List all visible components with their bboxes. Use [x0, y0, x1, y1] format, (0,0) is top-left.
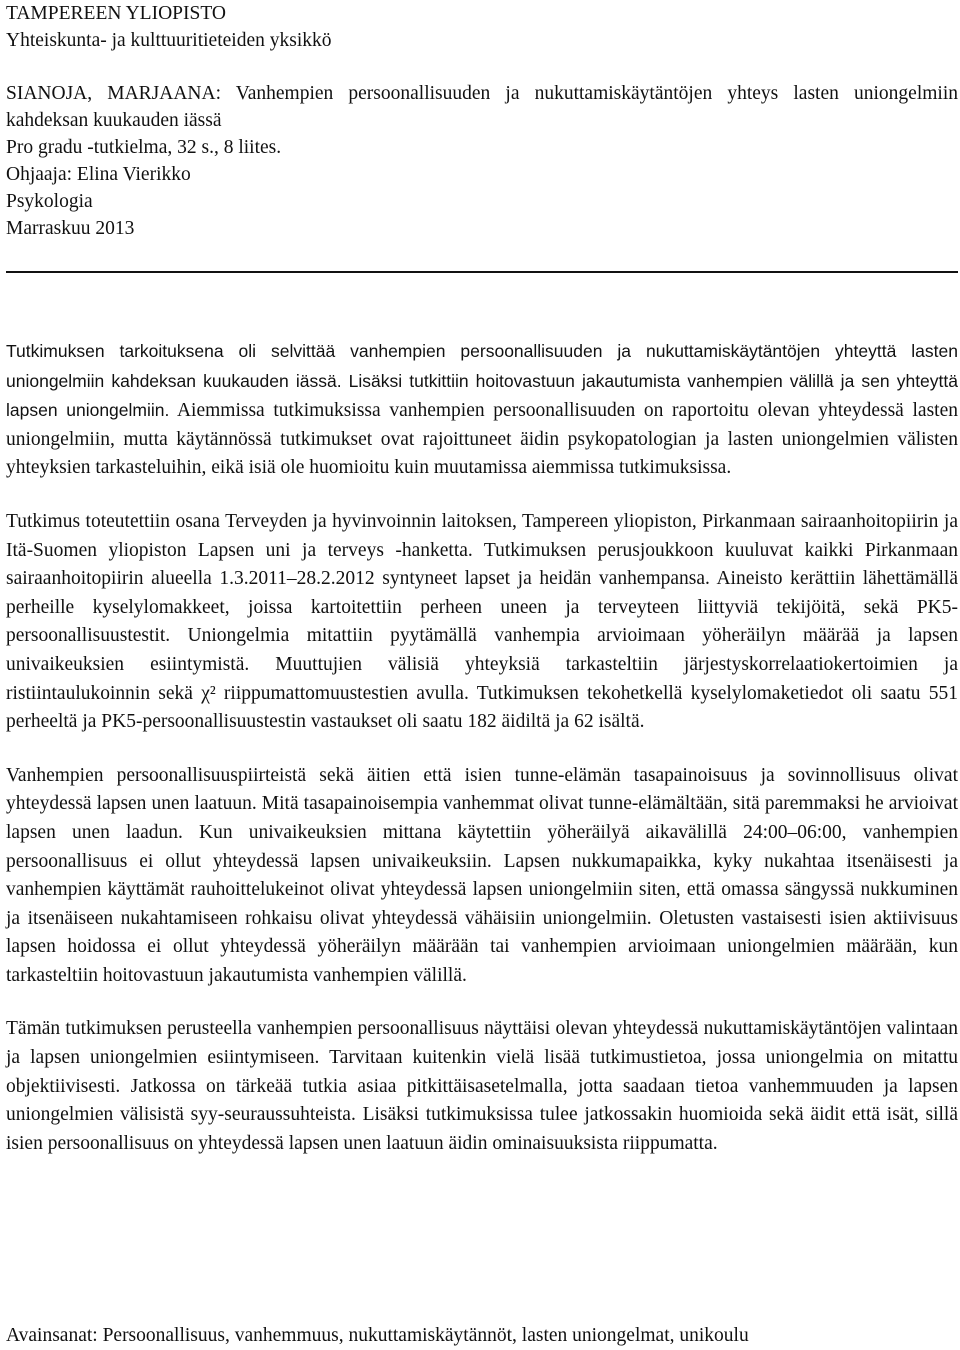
- subject: Psykologia: [6, 191, 93, 212]
- abstract-paragraph-1: [6, 337, 958, 483]
- date: Marraskuu 2013: [6, 218, 135, 239]
- abstract-paragraph-1-continued: Aiemmissa tutkimuksissa vanhempien persoonallisuuden on raportoitu olevan yhteydessä lasten uniongelmiin, mutta käytännössä tutkimukset ovat rajoittuneet äidin psykopatologian ja lasten uniongelmien välisten yhteyksien tarkasteluihin, eikä isiä ole huomioitu kuin muutamissa aiemmissa tutkimuksissa.: [6, 400, 958, 479]
- thesis-info: Pro gradu -tutkielma, 32 s., 8 liites.: [6, 137, 282, 158]
- abstract-paragraph-3: Vanhempien persoonallisuuspiirteistä sekä äitien että isien tunne-elämän tasapainoisuus ja sovinnollisuus olivat yhteydessä lapsen unen laatuun. Mitä tasapainoisempia vanhemmat olivat tunne-elämältään, sitä paremmaksi he arvioivat lapsen unen laadun. Kun univaikeuksien mittana käytettiin yöheräilyä aikavälillä 24:00–06:00, vanhempien persoonallisuus ei ollut yhteydessä lapsen univaikeuksiin. Lapsen nukkumapaikka, kyky nukahtaa itsenäisesti ja vanhempien käyttämät rauhoittelukeinot olivat yhteydessä lapsen uniongelmiin siten, että omassa sängyssä nukkuminen ja itsenäiseen nukahtamiseen rohkaisu olivat yhteydessä vähäisiin uniongelmiin. Oletusten vastaisesti isien aktiivisuus lapsen hoidossa ei ollut yhteydessä yöheräilyn määrään tai vanhempien arvioimaan uniongelmien määrään, kun tarkasteltiin hoitovastuun jakautumista vanhempien välillä.: [6, 764, 958, 986]
- faculty-unit: Yhteiskunta- ja kulttuuritieteiden yksikkö: [6, 30, 332, 51]
- supervisor: Ohjaaja: Elina Vierikko: [6, 164, 191, 185]
- document-page: [6, 0, 958, 242]
- header-divider: [6, 271, 958, 273]
- abstract-paragraph-4: Tämän tutkimuksen perusteella vanhempien persoonallisuus näyttäisi olevan yhteydessä nukuttamiskäytäntöjen valintaan ja lapsen uniongelmien esiintymiseen. Tarvitaan kuitenkin vielä lisää tutkimustietoa, jossa uniongelmia on mitattu objektiivisesti. Jatkossa on tärkeää tutkia asiaa pitkittäisasetelmalla, jotta saadaan tietoa vanhemmuuden ja lapsen uniongelmien välisistä syy-seuraussuhteista. Lisäksi tutkimuksissa tulee jatkossakin huomioida sekä äidit että isät, sillä isien persoonallisuus on yhteydessä lapsen unen laatuun äidin ominaisuuksista riippumatta.: [6, 1018, 958, 1154]
- abstract-paragraph-2: Tutkimus toteutettiin osana Terveyden ja hyvinvoinnin laitoksen, Tampereen yliopiston, Pirkanmaan sairaanhoitopiirin ja Itä-Suomen yliopiston Lapsen uni ja terveys -hanketta. Tutkimuksen perusjoukkoon kuuluvat kaikki Pirkanmaan sairaanhoitopiirin alueella 1.3.2011–28.2.2012 syntyneet lapset ja heidän vanhempansa. Aineisto kerättiin lähettämällä perheille kyselylomakkeet, joissa kartoitettiin perheen uneen ja terveyteen liittyviä tekijöitä, sekä PK5-persoonallisuustestit. Uniongelmia mitattiin pyytämällä vanhempia arvioimaan yöheräilyn määrää ja lapsen univaikeuksien esiintymistä. Muuttujien välisiä yhteyksiä tarkasteltiin järjestyskorrelaatiokertoimien ja ristiintaulukoinnin sekä χ² riippumattomuustestien avulla. Tutkimuksen tekohetkellä kyselylomaketiedot oli saatu 551 perheeltä ja PK5-persoonallisuustestin vastaukset oli saatu 182 äidiltä ja 62 isältä.: [6, 510, 958, 733]
- abstract-paragraph-1-sans: Tutkimuksen tarkoituksena oli selvittää vanhempien persoonallisuuden ja nukuttamiskäytäntöjen yhteyttä lasten uniongelmiin kahdeksan kuukauden iässä. Lisäksi tutkittiin hoitovastuun jakautumista vanhempien välillä ja sen yhteyttä lapsen uniongelmiin.: [6, 341, 958, 421]
- keywords: Avainsanat: Persoonallisuus, vanhemmuus, nukuttamiskäytännöt, lasten uniongelmat, unikoulu: [6, 1325, 749, 1346]
- thesis-title: SIANOJA, MARJAANA: Vanhempien persoonallisuuden ja nukuttamiskäytäntöjen yhteys lasten uniongelmiin kahdeksan kuukauden iässä: [6, 83, 958, 131]
- abstract: [6, 337, 958, 1158]
- university-name: TAMPEREEN YLIOPISTO: [6, 3, 226, 24]
